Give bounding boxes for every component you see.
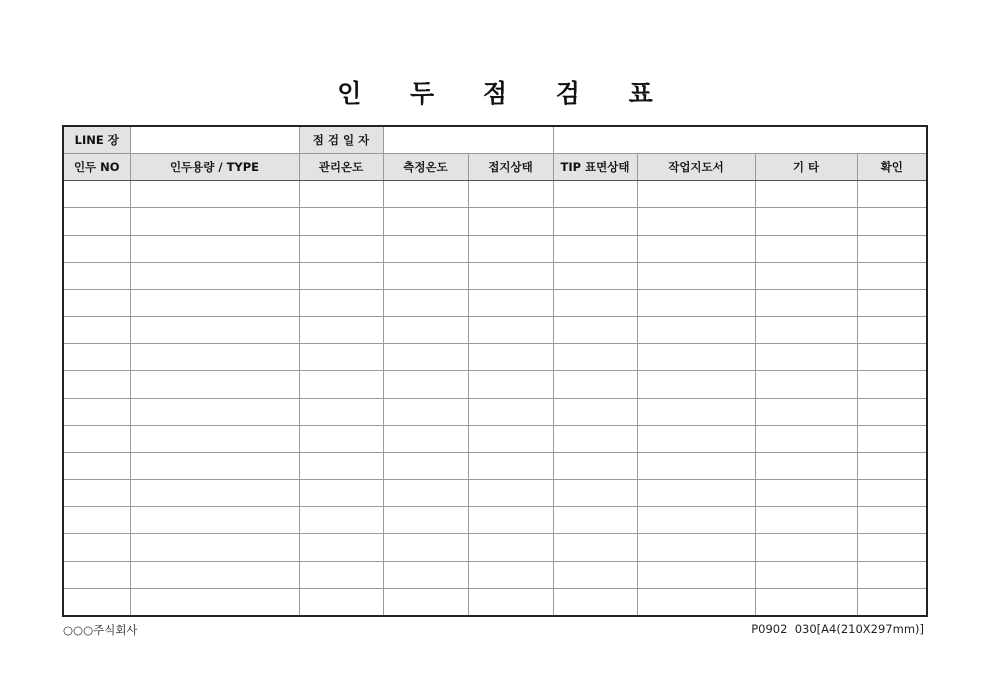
table-cell[interactable] — [383, 371, 468, 398]
table-cell[interactable] — [63, 208, 130, 235]
table-cell[interactable] — [130, 507, 299, 534]
table-cell[interactable] — [755, 262, 857, 289]
table-row — [63, 181, 927, 208]
table-cell[interactable] — [299, 480, 383, 507]
column-header-6: TIP 표면상태 — [553, 154, 637, 181]
table-cell[interactable] — [383, 452, 468, 479]
table-cell[interactable] — [383, 398, 468, 425]
table-cell[interactable] — [553, 289, 637, 316]
table-cell[interactable] — [468, 317, 553, 344]
table-cell[interactable] — [383, 317, 468, 344]
table-cell[interactable] — [857, 534, 927, 561]
table-cell[interactable] — [755, 425, 857, 452]
table-cell[interactable] — [755, 344, 857, 371]
table-cell[interactable] — [63, 507, 130, 534]
table-cell[interactable] — [857, 507, 927, 534]
table-row — [63, 588, 927, 616]
table-cell[interactable] — [857, 425, 927, 452]
table-cell[interactable] — [63, 235, 130, 262]
table-cell[interactable] — [637, 235, 755, 262]
table-cell[interactable] — [63, 344, 130, 371]
table-cell[interactable] — [299, 534, 383, 561]
table-cell[interactable] — [553, 425, 637, 452]
table-cell[interactable] — [63, 480, 130, 507]
table-row — [63, 344, 927, 371]
table-cell[interactable] — [755, 534, 857, 561]
table-cell[interactable] — [299, 181, 383, 208]
table-cell[interactable] — [637, 480, 755, 507]
table-cell[interactable] — [468, 371, 553, 398]
table-cell[interactable] — [755, 235, 857, 262]
table-cell[interactable] — [383, 208, 468, 235]
table-row — [63, 317, 927, 344]
table-cell[interactable] — [857, 588, 927, 616]
company-name: ○○○주식회사 — [63, 623, 138, 637]
table-cell[interactable] — [383, 289, 468, 316]
table-cell[interactable] — [63, 588, 130, 616]
table-cell[interactable] — [63, 181, 130, 208]
table-cell[interactable] — [553, 398, 637, 425]
table-cell[interactable] — [299, 289, 383, 316]
table-cell[interactable] — [553, 534, 637, 561]
table-cell[interactable] — [468, 425, 553, 452]
table-cell[interactable] — [755, 561, 857, 588]
table-cell[interactable] — [468, 181, 553, 208]
table-cell[interactable] — [553, 588, 637, 616]
inspection-table — [62, 125, 928, 617]
table-cell[interactable] — [63, 398, 130, 425]
table-cell[interactable] — [637, 425, 755, 452]
table-cell[interactable] — [63, 561, 130, 588]
table-cell[interactable] — [755, 452, 857, 479]
table-cell[interactable] — [383, 181, 468, 208]
table-cell[interactable] — [63, 317, 130, 344]
table-cell[interactable] — [63, 452, 130, 479]
table-cell[interactable] — [468, 480, 553, 507]
table-cell[interactable] — [130, 452, 299, 479]
table-cell[interactable] — [755, 181, 857, 208]
table-cell[interactable] — [553, 181, 637, 208]
table-cell[interactable] — [553, 317, 637, 344]
table-cell[interactable] — [63, 289, 130, 316]
table-cell[interactable] — [637, 507, 755, 534]
table-row — [63, 289, 927, 316]
table-cell[interactable] — [857, 317, 927, 344]
column-header-8: 기 타 — [755, 154, 857, 181]
column-header-4: 측정온도 — [383, 154, 468, 181]
table-cell[interactable] — [857, 208, 927, 235]
table-cell[interactable] — [857, 262, 927, 289]
table-row — [63, 235, 927, 262]
table-cell[interactable] — [468, 507, 553, 534]
table-cell[interactable] — [130, 371, 299, 398]
table-cell[interactable] — [130, 344, 299, 371]
table-cell[interactable] — [637, 289, 755, 316]
table-cell[interactable] — [637, 262, 755, 289]
table-cell[interactable] — [299, 425, 383, 452]
table-row — [63, 480, 927, 507]
table-cell[interactable] — [63, 262, 130, 289]
table-cell[interactable] — [755, 317, 857, 344]
table-cell[interactable] — [857, 398, 927, 425]
table-cell[interactable] — [468, 262, 553, 289]
table-cell[interactable] — [130, 317, 299, 344]
table-cell[interactable] — [63, 534, 130, 561]
table-cell[interactable] — [383, 588, 468, 616]
table-cell[interactable] — [130, 208, 299, 235]
column-header-7: 작업지도서 — [637, 154, 755, 181]
table-cell[interactable] — [637, 452, 755, 479]
table-cell[interactable] — [383, 507, 468, 534]
table-cell[interactable] — [755, 398, 857, 425]
table-row — [63, 507, 927, 534]
header-row-line — [63, 126, 927, 154]
table-cell[interactable] — [130, 262, 299, 289]
table-cell[interactable] — [299, 317, 383, 344]
table-cell[interactable] — [299, 588, 383, 616]
table-cell[interactable] — [468, 289, 553, 316]
table-cell[interactable] — [755, 289, 857, 316]
table-cell[interactable] — [637, 371, 755, 398]
table-cell[interactable] — [130, 588, 299, 616]
table-cell[interactable] — [130, 480, 299, 507]
table-cell[interactable] — [857, 235, 927, 262]
table-row — [63, 425, 927, 452]
table-cell[interactable] — [637, 534, 755, 561]
table-row — [63, 398, 927, 425]
table-cell[interactable] — [553, 452, 637, 479]
table-cell[interactable] — [383, 425, 468, 452]
table-row — [63, 452, 927, 479]
table-cell[interactable] — [383, 344, 468, 371]
table-cell[interactable] — [637, 561, 755, 588]
table-cell[interactable] — [383, 561, 468, 588]
table-cell[interactable] — [468, 452, 553, 479]
table-cell[interactable] — [553, 344, 637, 371]
table-cell[interactable] — [468, 235, 553, 262]
table-cell[interactable] — [857, 452, 927, 479]
table-cell[interactable] — [637, 398, 755, 425]
table-cell[interactable] — [553, 480, 637, 507]
table-cell[interactable] — [130, 235, 299, 262]
table-cell[interactable] — [130, 561, 299, 588]
table-cell[interactable] — [299, 507, 383, 534]
table-cell[interactable] — [553, 371, 637, 398]
column-header-3: 관리온도 — [299, 154, 383, 181]
table-cell[interactable] — [63, 425, 130, 452]
table-row — [63, 371, 927, 398]
table-cell[interactable] — [63, 371, 130, 398]
table-cell[interactable] — [857, 480, 927, 507]
table-cell[interactable] — [553, 208, 637, 235]
table-row — [63, 534, 927, 561]
table-cell[interactable] — [857, 181, 927, 208]
table-cell[interactable] — [755, 208, 857, 235]
column-header-9: 확인 — [857, 154, 927, 181]
table-cell[interactable] — [299, 371, 383, 398]
page-title: 인 두 점 검 표 — [337, 79, 673, 108]
line-label: LINE 장 — [63, 126, 130, 154]
table-cell[interactable] — [299, 262, 383, 289]
column-header-5: 접지상태 — [468, 154, 553, 181]
table-cell[interactable] — [468, 561, 553, 588]
table-cell[interactable] — [130, 398, 299, 425]
column-header-2: 인두용량 / TYPE — [130, 154, 299, 181]
date-value-cell[interactable] — [383, 126, 553, 154]
table-cell[interactable] — [130, 181, 299, 208]
table-cell[interactable] — [468, 588, 553, 616]
table-cell[interactable] — [637, 208, 755, 235]
table-cell[interactable] — [299, 344, 383, 371]
table-cell[interactable] — [299, 398, 383, 425]
table-cell[interactable] — [299, 561, 383, 588]
table-cell[interactable] — [637, 317, 755, 344]
table-cell[interactable] — [299, 208, 383, 235]
table-cell[interactable] — [553, 235, 637, 262]
table-cell[interactable] — [468, 534, 553, 561]
table-cell[interactable] — [755, 507, 857, 534]
form-code: P0902 030[A4(210X297mm)] — [751, 622, 924, 636]
table-cell[interactable] — [637, 588, 755, 616]
table-cell[interactable] — [468, 344, 553, 371]
table-cell[interactable] — [468, 398, 553, 425]
table-row — [63, 561, 927, 588]
table-cell[interactable] — [857, 344, 927, 371]
table-cell[interactable] — [130, 289, 299, 316]
table-cell[interactable] — [857, 289, 927, 316]
table-cell[interactable] — [468, 208, 553, 235]
table-cell[interactable] — [553, 561, 637, 588]
extra-value-cell[interactable] — [553, 126, 927, 154]
table-cell[interactable] — [130, 425, 299, 452]
table-cell[interactable] — [857, 561, 927, 588]
table-cell[interactable] — [383, 262, 468, 289]
column-header-1: 인두 NO — [63, 154, 130, 181]
table-cell[interactable] — [299, 235, 383, 262]
column-header-row — [63, 154, 927, 181]
table-cell[interactable] — [637, 344, 755, 371]
table-cell[interactable] — [857, 371, 927, 398]
table-row — [63, 208, 927, 235]
table-cell[interactable] — [553, 507, 637, 534]
table-cell[interactable] — [383, 534, 468, 561]
table-body — [63, 126, 927, 616]
table-cell[interactable] — [755, 588, 857, 616]
table-cell[interactable] — [383, 480, 468, 507]
table-cell[interactable] — [299, 452, 383, 479]
table-cell[interactable] — [383, 235, 468, 262]
table-cell[interactable] — [755, 371, 857, 398]
table-cell[interactable] — [637, 181, 755, 208]
table-row — [63, 262, 927, 289]
table-cell[interactable] — [130, 534, 299, 561]
date-label: 점 검 일 자 — [299, 126, 383, 154]
table-cell[interactable] — [755, 480, 857, 507]
line-value-cell[interactable] — [130, 126, 299, 154]
table-cell[interactable] — [553, 262, 637, 289]
